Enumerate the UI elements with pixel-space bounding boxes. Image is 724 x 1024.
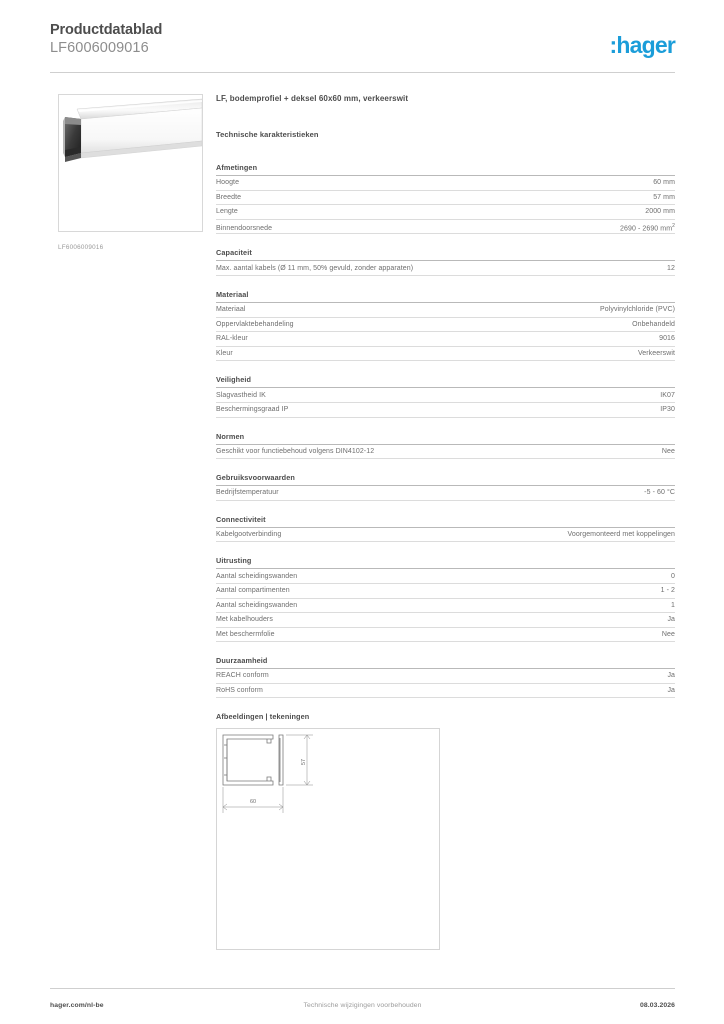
spec-row bbox=[216, 205, 675, 220]
spec-group-normen bbox=[216, 432, 675, 460]
spec-label: Kleur bbox=[216, 349, 233, 357]
spec-group-connectiviteit bbox=[216, 515, 675, 543]
spec-group-title: Veiligheid bbox=[216, 375, 675, 388]
spec-group-title: Materiaal bbox=[216, 290, 675, 303]
spec-value: Polyvinylchloride (PVC) bbox=[600, 306, 675, 314]
spec-label: Aantal scheidingswanden bbox=[216, 572, 298, 580]
product-image[interactable] bbox=[58, 94, 203, 232]
spec-value: Verkeerswit bbox=[637, 349, 675, 357]
spec-group-title: Afmetingen bbox=[216, 163, 675, 176]
spec-label: Slagvastheid IK bbox=[216, 391, 266, 399]
spec-label: Bedrijfstemperatuur bbox=[216, 489, 279, 497]
spec-value: 57 mm bbox=[653, 193, 675, 201]
spec-label: Materiaal bbox=[216, 306, 246, 314]
spec-group-title: Gebruiksvoorwaarden bbox=[216, 473, 675, 486]
spec-group-uitrusting bbox=[216, 556, 675, 642]
spec-row bbox=[216, 599, 675, 614]
spec-label: Max. aantal kabels (Ø 11 mm, 50% gevuld, zonder apparaten) bbox=[216, 264, 414, 272]
spec-label: Lengte bbox=[216, 208, 238, 216]
spec-group-gebruiksvoorwaarden bbox=[216, 473, 675, 501]
page-footer bbox=[50, 998, 675, 1012]
spec-row bbox=[216, 613, 675, 628]
main-content bbox=[216, 94, 675, 950]
spec-value: 2000 mm bbox=[645, 208, 675, 216]
spec-value: 9016 bbox=[659, 335, 675, 343]
spec-value: Nee bbox=[661, 630, 675, 638]
spec-group-title: Uitrusting bbox=[216, 556, 675, 569]
spec-row bbox=[216, 388, 675, 403]
spec-value: 1 - 2 bbox=[660, 587, 675, 595]
spec-label: Met kabelhouders bbox=[216, 616, 273, 624]
specs-section-title: Technische karakteristieken bbox=[216, 130, 319, 139]
page-title: Productdatablad bbox=[50, 22, 163, 38]
spec-value: 12 bbox=[667, 264, 675, 272]
hager-logo[interactable]: :hager bbox=[609, 32, 675, 58]
product-reference: LF6006009016 bbox=[50, 40, 149, 56]
spec-value: 60 mm bbox=[653, 179, 675, 187]
spec-value: IP30 bbox=[660, 406, 675, 414]
spec-label: Geschikt voor functiebehoud volgens DIN4102-12 bbox=[216, 447, 375, 455]
spec-value-text: 2690 - 2690 mm bbox=[620, 225, 673, 233]
technical-drawing[interactable] bbox=[216, 728, 440, 950]
spec-group-capaciteit bbox=[216, 248, 675, 276]
footer-divider bbox=[50, 988, 675, 989]
spec-value-superscript: 2 bbox=[672, 222, 675, 229]
footer-website[interactable]: hager.com/nl-be bbox=[50, 1001, 104, 1009]
product-photo-svg bbox=[59, 95, 202, 231]
spec-row bbox=[216, 445, 675, 460]
spec-row bbox=[216, 486, 675, 501]
spec-label: Oppervlaktebehandeling bbox=[216, 320, 294, 328]
spec-row bbox=[216, 669, 675, 684]
header-divider bbox=[50, 72, 675, 73]
spec-label: RAL-kleur bbox=[216, 335, 248, 343]
spec-value: Ja bbox=[667, 616, 675, 624]
drawing-width-label: 60 bbox=[249, 799, 257, 806]
spec-row bbox=[216, 176, 675, 191]
product-name: LF, bodemprofiel + deksel 60x60 mm, verkeerswit bbox=[216, 94, 409, 103]
spec-group-title: Normen bbox=[216, 432, 675, 445]
spec-row bbox=[216, 569, 675, 584]
spec-label: REACH conform bbox=[216, 672, 269, 680]
spec-label: Breedte bbox=[216, 193, 242, 201]
spec-row bbox=[216, 584, 675, 599]
spec-value: Ja bbox=[667, 687, 675, 695]
drawings-section-title: Afbeeldingen | tekeningen bbox=[216, 712, 310, 722]
spec-value: -5 - 60 °C bbox=[644, 489, 675, 497]
spec-row bbox=[216, 403, 675, 418]
spec-value: IK07 bbox=[660, 391, 675, 399]
technical-drawing-svg bbox=[217, 729, 439, 949]
spec-row bbox=[216, 628, 675, 643]
spec-label: RoHS conform bbox=[216, 687, 263, 695]
spec-label: Aantal scheidingswanden bbox=[216, 601, 298, 609]
spec-row bbox=[216, 261, 675, 276]
spec-group-duurzaamheid bbox=[216, 656, 675, 698]
spec-group-veiligheid bbox=[216, 375, 675, 417]
spec-group-afmetingen bbox=[216, 163, 675, 234]
spec-group-title: Connectiviteit bbox=[216, 515, 675, 528]
page-header bbox=[50, 22, 675, 72]
spec-label: Hoogte bbox=[216, 179, 240, 187]
spec-value: 0 bbox=[671, 572, 675, 580]
spec-value: Onbehandeld bbox=[632, 320, 675, 328]
footer-disclaimer: Technische wijzigingen voorbehouden bbox=[303, 1001, 422, 1009]
spec-row bbox=[216, 303, 675, 318]
spec-label: Kabelgootverbinding bbox=[216, 530, 282, 538]
spec-row bbox=[216, 318, 675, 333]
spec-group-title: Duurzaamheid bbox=[216, 656, 675, 669]
footer-date: 08.03.2026 bbox=[639, 1001, 675, 1009]
spec-value: 1 bbox=[671, 601, 675, 609]
product-image-caption: LF6006009016 bbox=[58, 244, 104, 251]
spec-label: Beschermingsgraad IP bbox=[216, 406, 289, 414]
spec-label: Met beschermfolie bbox=[216, 630, 275, 638]
spec-row bbox=[216, 332, 675, 347]
spec-label: Binnendoorsnede bbox=[216, 225, 273, 233]
spec-row bbox=[216, 528, 675, 543]
spec-value bbox=[620, 223, 675, 232]
spec-value: Nee bbox=[661, 447, 675, 455]
drawing-height-label: 57 bbox=[301, 759, 307, 766]
spec-row bbox=[216, 347, 675, 362]
spec-row bbox=[216, 220, 675, 235]
spec-group-materiaal bbox=[216, 290, 675, 361]
spec-row bbox=[216, 684, 675, 699]
spec-value: Ja bbox=[667, 672, 675, 680]
spec-group-title: Capaciteit bbox=[216, 248, 675, 261]
spec-row bbox=[216, 191, 675, 206]
spec-label: Aantal compartimenten bbox=[216, 587, 290, 595]
spec-value: Voorgemonteerd met koppelingen bbox=[567, 530, 675, 538]
